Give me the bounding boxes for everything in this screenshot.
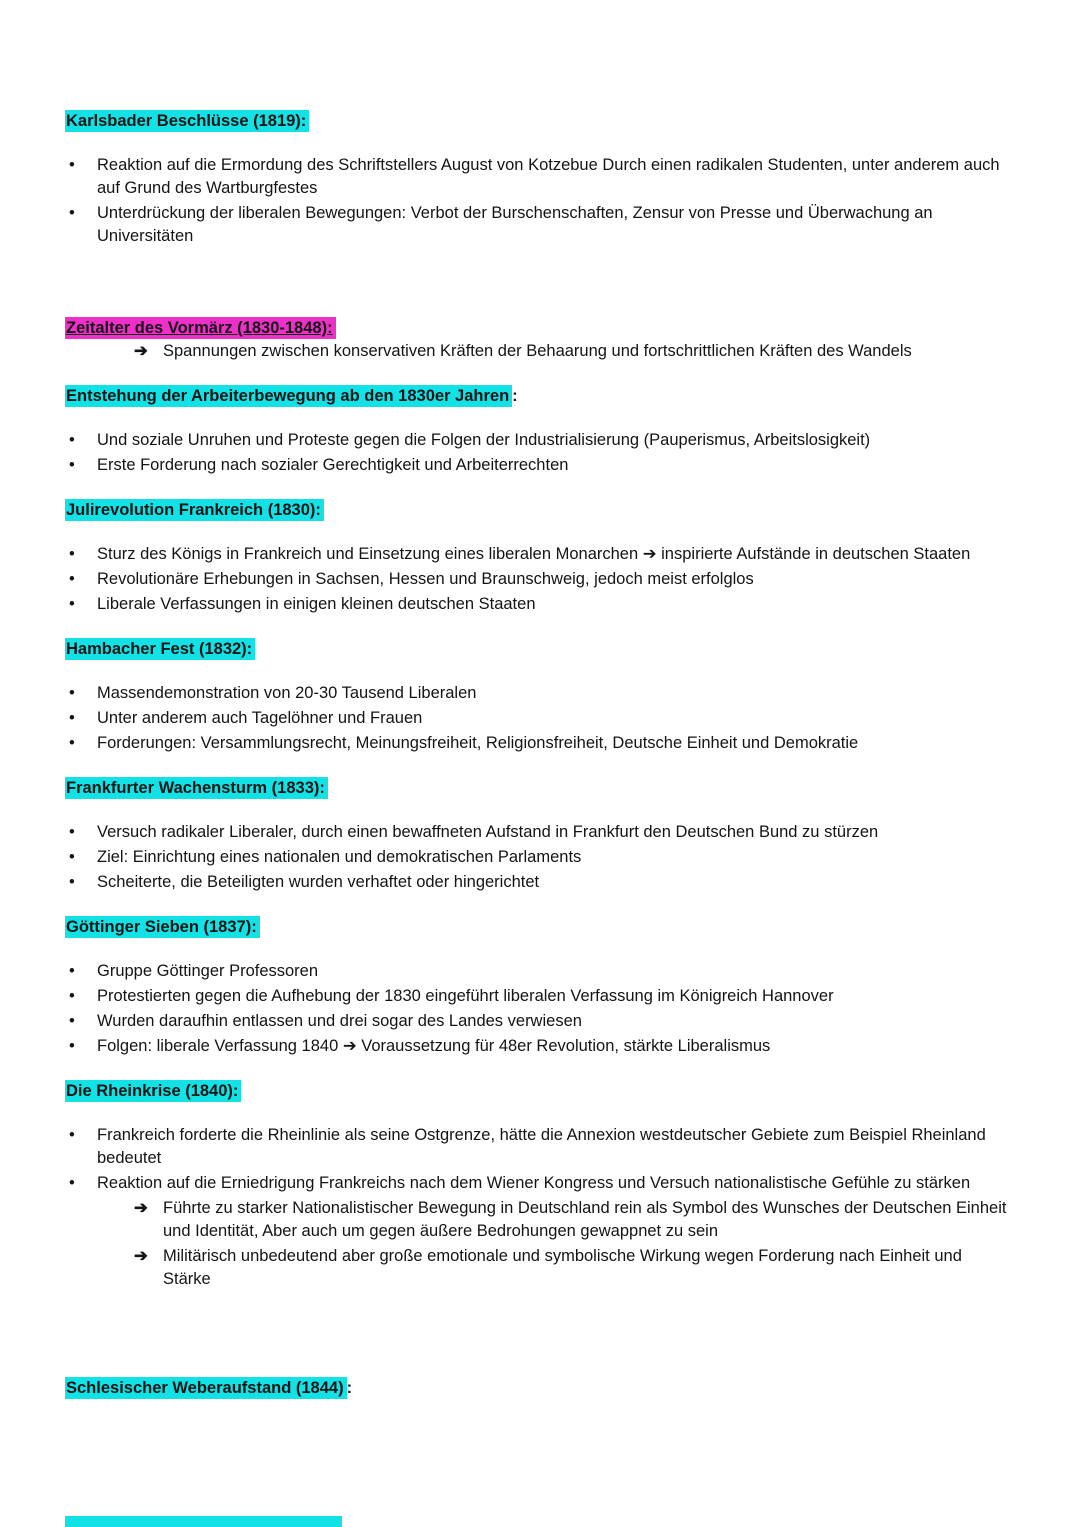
highlighted-heading-text: Frankfurter Wachensturm (1833): <box>65 777 328 799</box>
section <box>65 1080 1012 1291</box>
heading-suffix: : <box>346 1379 353 1397</box>
bullet-item <box>65 871 1012 894</box>
item-text: Folgen: liberale Verfassung 1840 ➔ Voraussetzung für 48er Revolution, stärkte Liberalismus <box>97 1037 771 1055</box>
bullet-icon: • <box>69 1126 75 1144</box>
item-text: Versuch radikaler Liberaler, durch einen bewaffneten Aufstand in Frankfurt den Deutschen Bund zu stürzen <box>97 823 879 841</box>
arrow-icon: ➔ <box>134 1247 148 1265</box>
highlighted-heading-text: Karlsbader Beschlüsse (1819): <box>65 110 309 132</box>
arrow-item <box>65 1245 1012 1291</box>
bullet-icon: • <box>69 848 75 866</box>
bullet-icon: • <box>69 873 75 891</box>
arrow-icon: ➔ <box>134 342 148 360</box>
item-text: Reaktion auf die Erniedrigung Frankreichs nach dem Wiener Kongress und Versuch nationalistische Gefühle zu stärken <box>97 1174 971 1192</box>
cutoff-heading-highlight <box>65 1516 342 1527</box>
notes-sections <box>65 110 1012 1400</box>
bullet-icon: • <box>69 456 75 474</box>
bullet-icon: • <box>69 734 75 752</box>
bullet-item <box>65 202 1012 248</box>
section <box>65 777 1012 894</box>
bullet-item <box>65 821 1012 844</box>
bullet-item <box>65 568 1012 591</box>
section <box>65 110 1012 248</box>
highlighted-heading-text: Schlesischer Weberaufstand (1844) <box>65 1377 347 1399</box>
item-text: Ziel: Einrichtung eines nationalen und demokratischen Parlaments <box>97 848 582 866</box>
section-heading <box>65 1080 1012 1103</box>
section-heading <box>65 385 1012 408</box>
bullet-item <box>65 543 1012 566</box>
highlighted-heading-text: Hambacher Fest (1832): <box>65 638 255 660</box>
bullet-item <box>65 454 1012 477</box>
bullet-item <box>65 1124 1012 1170</box>
bullet-icon: • <box>69 823 75 841</box>
bullet-icon: • <box>69 431 75 449</box>
item-text: Gruppe Göttinger Professoren <box>97 962 319 980</box>
bullet-item <box>65 960 1012 983</box>
section-heading <box>65 638 1012 661</box>
highlighted-heading-text: Göttinger Sieben (1837): <box>65 916 260 938</box>
item-text: Unterdrückung der liberalen Bewegungen: Verbot der Burschenschaften, Zensur von Presse und Überwachung an Universitäten <box>97 204 933 245</box>
item-text: Reaktion auf die Ermordung des Schriftstellers August von Kotzebue Durch einen radikalen Studenten, unter anderem auch auf Grund des Wartburgfestes <box>97 156 1000 197</box>
bullet-icon: • <box>69 1037 75 1055</box>
item-text: Wurden daraufhin entlassen und drei sogar des Landes verwiesen <box>97 1012 582 1030</box>
bullet-icon: • <box>69 684 75 702</box>
item-text: Sturz des Königs in Frankreich und Einsetzung eines liberalen Monarchen ➔ inspirierte Aufstände in deutschen Staaten <box>97 545 971 563</box>
section <box>65 499 1012 616</box>
bullet-icon: • <box>69 204 75 222</box>
arrow-item <box>65 340 1012 363</box>
arrow-item <box>65 1197 1012 1243</box>
bullet-icon: • <box>69 570 75 588</box>
section <box>65 916 1012 1058</box>
item-text: Scheiterte, die Beteiligten wurden verhaftet oder hingerichtet <box>97 873 540 891</box>
item-text: Frankreich forderte die Rheinlinie als seine Ostgrenze, hätte die Annexion westdeutscher Gebiete zum Beispiel Rheinland bedeutet <box>97 1126 986 1167</box>
bullet-icon: • <box>69 545 75 563</box>
section <box>65 638 1012 755</box>
section-heading <box>65 916 1012 939</box>
item-text: Spannungen zwischen konservativen Kräften der Behaarung und fortschrittlichen Kräften des Wandels <box>163 342 912 360</box>
section <box>65 317 1012 363</box>
bullet-item <box>65 429 1012 452</box>
section <box>65 1377 1012 1400</box>
bullet-icon: • <box>69 1012 75 1030</box>
item-text: Erste Forderung nach sozialer Gerechtigkeit und Arbeiterrechten <box>97 456 569 474</box>
highlighted-heading-text: Zeitalter des Vormärz (1830-1848): <box>65 317 336 339</box>
bullet-icon: • <box>69 987 75 1005</box>
bullet-item <box>65 732 1012 755</box>
bullet-icon: • <box>69 962 75 980</box>
arrow-icon: ➔ <box>134 1199 148 1217</box>
bullet-item <box>65 1010 1012 1033</box>
item-text: Liberale Verfassungen in einigen kleinen deutschen Staaten <box>97 595 536 613</box>
item-text: Forderungen: Versammlungsrecht, Meinungsfreiheit, Religionsfreiheit, Deutsche Einheit und Demokratie <box>97 734 859 752</box>
highlighted-heading-text: Die Rheinkrise (1840): <box>65 1080 241 1102</box>
item-text: Protestierten gegen die Aufhebung der 1830 eingeführt liberalen Verfassung im Königreich Hannover <box>97 987 834 1005</box>
item-text: Revolutionäre Erhebungen in Sachsen, Hessen und Braunschweig, jedoch meist erfolglos <box>97 570 754 588</box>
bullet-item <box>65 846 1012 869</box>
item-text: Und soziale Unruhen und Proteste gegen die Folgen der Industrialisierung (Pauperismus, Arbeitslosigkeit) <box>97 431 871 449</box>
item-text: Militärisch unbedeutend aber große emotionale und symbolische Wirkung wegen Forderung nach Einheit und Stärke <box>163 1247 962 1288</box>
bullet-icon: • <box>69 709 75 727</box>
bullet-icon: • <box>69 595 75 613</box>
section-heading <box>65 1377 1012 1400</box>
section-heading <box>65 317 1012 340</box>
section-heading <box>65 499 1012 522</box>
item-text: Unter anderem auch Tagelöhner und Frauen <box>97 709 423 727</box>
highlighted-heading-text: Julirevolution Frankreich (1830): <box>65 499 324 521</box>
highlighted-heading-text: Entstehung der Arbeiterbewegung ab den 1830er Jahren <box>65 385 512 407</box>
bullet-item <box>65 682 1012 705</box>
section-heading <box>65 110 1012 133</box>
item-text: Massendemonstration von 20-30 Tausend Liberalen <box>97 684 477 702</box>
bullet-item <box>65 985 1012 1008</box>
section <box>65 385 1012 477</box>
bullet-item <box>65 154 1012 200</box>
bullet-item <box>65 1172 1012 1195</box>
bullet-item <box>65 707 1012 730</box>
section-heading <box>65 777 1012 800</box>
heading-suffix: : <box>512 387 518 405</box>
bullet-item <box>65 593 1012 616</box>
bullet-icon: • <box>69 1174 75 1192</box>
item-text: Führte zu starker Nationalistischer Bewegung in Deutschland rein als Symbol des Wunsches der Deutschen Einheit und Identität, Aber auch um gegen äußere Bedrohungen gewappnet zu sein <box>163 1199 1007 1240</box>
bullet-icon: • <box>69 156 75 174</box>
bullet-item <box>65 1035 1012 1058</box>
